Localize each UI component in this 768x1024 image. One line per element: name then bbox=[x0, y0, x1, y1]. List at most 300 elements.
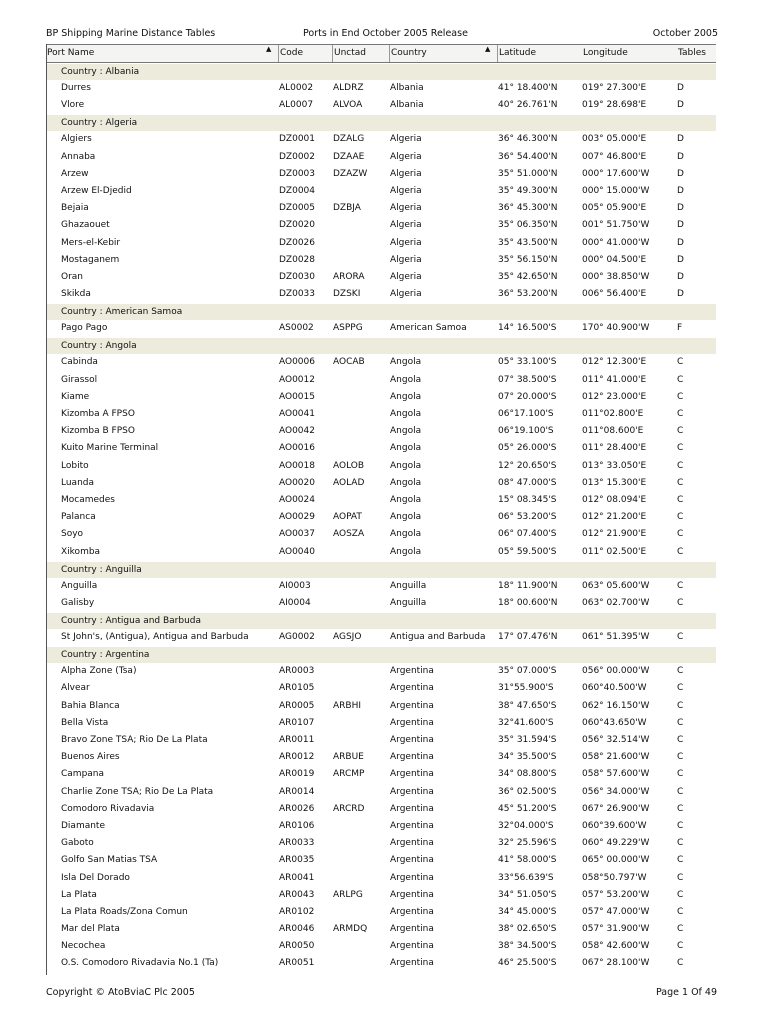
tables-cell: C bbox=[677, 820, 684, 831]
code-cell: AR0035 bbox=[279, 855, 315, 866]
report-title: BP Shipping Marine Distance Tables bbox=[46, 28, 216, 39]
tables-cell: D bbox=[677, 203, 684, 214]
country-cell: Argentina bbox=[390, 820, 434, 831]
col-latitude[interactable]: Latitude bbox=[497, 45, 536, 62]
port-name-cell: Oran bbox=[61, 271, 84, 282]
latitude-cell: 35° 06.350'N bbox=[498, 220, 558, 231]
country-cell: Argentina bbox=[390, 700, 434, 711]
latitude-cell: 06° 53.200'S bbox=[498, 512, 557, 523]
latitude-cell: 36° 45.300'N bbox=[498, 203, 558, 214]
latitude-cell: 31°55.900'S bbox=[498, 683, 554, 694]
longitude-cell: 012° 21.200'E bbox=[582, 512, 647, 523]
country-cell: Argentina bbox=[390, 769, 434, 780]
tables-cell: C bbox=[677, 494, 684, 505]
latitude-cell: 05° 33.100'S bbox=[498, 357, 557, 368]
country-cell: Anguilla bbox=[390, 597, 427, 608]
port-name-cell: St John's, (Antigua), Antigua and Barbuda bbox=[61, 632, 249, 643]
port-name-cell: Kizomba B FPSO bbox=[61, 426, 135, 437]
table-row[interactable] bbox=[47, 269, 716, 286]
latitude-cell: 40° 26.761'N bbox=[498, 100, 558, 111]
unctad-cell: ARBHI bbox=[333, 700, 362, 711]
unctad-cell: AOLOB bbox=[333, 460, 365, 471]
latitude-cell: 07° 38.500'S bbox=[498, 374, 557, 385]
country-cell: Argentina bbox=[390, 941, 434, 952]
longitude-cell: 067° 26.900'W bbox=[582, 803, 650, 814]
code-cell: AR0011 bbox=[279, 735, 315, 745]
latitude-cell: 06°19.100'S bbox=[498, 426, 554, 437]
table-row[interactable] bbox=[47, 887, 716, 904]
unctad-cell: DZAZW bbox=[333, 168, 368, 179]
port-name-cell: Durres bbox=[61, 83, 91, 93]
latitude-cell: 45° 51.200'S bbox=[498, 803, 557, 814]
latitude-cell: 38° 02.650'S bbox=[498, 924, 557, 935]
code-cell: DZ0028 bbox=[279, 254, 315, 265]
country-cell: Albania bbox=[390, 100, 424, 111]
latitude-cell: 46° 25.500'S bbox=[498, 958, 557, 969]
unctad-cell: AOLAD bbox=[333, 477, 365, 488]
country-cell: Algeria bbox=[390, 203, 422, 214]
port-name-cell: La Plata Roads/Zona Comun bbox=[61, 906, 188, 917]
code-cell: AR0107 bbox=[279, 717, 315, 728]
tables-cell: C bbox=[677, 941, 684, 952]
latitude-cell: 41° 58.000'S bbox=[498, 855, 557, 866]
code-cell: AR0033 bbox=[279, 838, 315, 849]
port-name-cell: Bella Vista bbox=[61, 717, 109, 728]
tables-cell: D bbox=[677, 271, 684, 282]
longitude-cell: 063° 02.700'W bbox=[582, 597, 650, 608]
latitude-cell: 35° 07.000'S bbox=[498, 666, 557, 677]
code-cell: DZ0033 bbox=[279, 289, 315, 300]
latitude-cell: 36° 02.500'S bbox=[498, 786, 557, 797]
table-row[interactable] bbox=[47, 217, 716, 234]
port-name-cell: Luanda bbox=[61, 477, 95, 488]
code-cell: AR0019 bbox=[279, 769, 315, 780]
col-unctad[interactable]: Unctad bbox=[332, 45, 366, 62]
country-cell: Angola bbox=[390, 512, 422, 523]
code-cell: AR0043 bbox=[279, 889, 315, 900]
longitude-cell: 000° 04.500'E bbox=[582, 254, 647, 265]
table-row[interactable] bbox=[47, 526, 716, 543]
country-cell: Argentina bbox=[390, 717, 434, 728]
port-name-cell: Kuito Marine Terminal bbox=[61, 443, 159, 454]
code-cell: AR0012 bbox=[279, 752, 315, 763]
table-row[interactable] bbox=[47, 200, 716, 217]
longitude-cell: 058° 57.600'W bbox=[582, 769, 650, 780]
latitude-cell: 35° 42.650'N bbox=[498, 271, 558, 282]
unctad-cell: DZAAE bbox=[333, 151, 365, 162]
tables-cell: C bbox=[677, 546, 684, 557]
table-row[interactable] bbox=[47, 629, 716, 646]
table-row[interactable] bbox=[47, 97, 716, 114]
code-cell: AR0026 bbox=[279, 803, 315, 814]
longitude-cell: 019° 28.698'E bbox=[582, 100, 647, 111]
port-name-cell: Diamante bbox=[61, 820, 105, 831]
tables-cell: C bbox=[677, 529, 684, 540]
longitude-cell: 057° 31.900'W bbox=[582, 924, 650, 935]
latitude-cell: 05° 26.000'S bbox=[498, 443, 557, 454]
tables-cell: D bbox=[677, 237, 684, 248]
longitude-cell: 011°08.600'E bbox=[582, 426, 644, 437]
country-cell: Angola bbox=[390, 409, 422, 419]
column-header-bar bbox=[46, 44, 716, 63]
unctad-cell: ARBUE bbox=[333, 752, 364, 763]
code-cell: AO0029 bbox=[279, 512, 315, 523]
code-cell: DZ0004 bbox=[279, 185, 315, 196]
unctad-cell: DZALG bbox=[333, 134, 365, 145]
code-cell: DZ0003 bbox=[279, 168, 315, 179]
code-cell: AO0024 bbox=[279, 494, 315, 505]
country-cell: Argentina bbox=[390, 666, 434, 677]
unctad-cell: AOSZA bbox=[333, 529, 365, 540]
col-tables[interactable]: Tables bbox=[678, 48, 706, 58]
longitude-cell: 060° 49.229'W bbox=[582, 838, 650, 849]
longitude-cell: 011° 41.000'E bbox=[582, 374, 647, 385]
unctad-cell: ARLPG bbox=[333, 889, 363, 900]
country-group-header: Country : Albania bbox=[47, 64, 716, 80]
code-cell: AO0018 bbox=[279, 460, 315, 471]
country-cell: Argentina bbox=[390, 958, 434, 969]
tables-cell: C bbox=[677, 803, 684, 814]
code-cell: AO0012 bbox=[279, 374, 315, 385]
table-row[interactable] bbox=[47, 544, 716, 561]
longitude-cell: 058° 21.600'W bbox=[582, 752, 650, 763]
table-row[interactable] bbox=[47, 80, 716, 97]
table-row[interactable] bbox=[47, 286, 716, 303]
code-cell: AL0002 bbox=[279, 83, 314, 93]
table-row[interactable] bbox=[47, 801, 716, 818]
country-cell: Anguilla bbox=[390, 580, 427, 591]
port-name-cell: Mar del Plata bbox=[61, 924, 120, 935]
unctad-cell: DZSKI bbox=[333, 289, 361, 300]
port-name-cell: Golfo San Matias TSA bbox=[61, 855, 158, 866]
latitude-cell: 38° 34.500'S bbox=[498, 941, 557, 952]
code-cell: AG0002 bbox=[279, 632, 315, 643]
latitude-cell: 34° 51.050'S bbox=[498, 889, 557, 900]
port-name-cell: Arzew bbox=[61, 168, 89, 179]
port-name-cell: Xikomba bbox=[61, 546, 101, 557]
unctad-cell: ARCRD bbox=[333, 803, 365, 814]
tables-cell: D bbox=[677, 220, 684, 231]
port-name-cell: Mocamedes bbox=[61, 494, 115, 505]
table-row[interactable] bbox=[47, 389, 716, 406]
tables-cell: C bbox=[677, 700, 684, 711]
table-row[interactable] bbox=[47, 131, 716, 148]
table-row[interactable] bbox=[47, 252, 716, 269]
code-cell: AR0014 bbox=[279, 786, 315, 797]
code-cell: DZ0001 bbox=[279, 134, 315, 145]
code-cell: AO0020 bbox=[279, 477, 315, 488]
code-cell: AO0042 bbox=[279, 426, 315, 437]
country-cell: Algeria bbox=[390, 254, 422, 265]
tables-cell: C bbox=[677, 889, 684, 900]
country-cell: Argentina bbox=[390, 906, 434, 917]
tables-cell: C bbox=[677, 752, 684, 763]
latitude-cell: 05° 59.500'S bbox=[498, 546, 557, 557]
table-row[interactable] bbox=[47, 458, 716, 475]
port-name-cell: Pago Pago bbox=[61, 323, 108, 334]
latitude-cell: 08° 47.000'S bbox=[498, 477, 557, 488]
latitude-cell: 35° 49.300'N bbox=[498, 185, 558, 196]
latitude-cell: 06° 07.400'S bbox=[498, 529, 557, 540]
table-row[interactable] bbox=[47, 835, 716, 852]
table-row[interactable] bbox=[47, 749, 716, 766]
longitude-cell: 060°39.600'W bbox=[582, 820, 647, 831]
country-cell: Algeria bbox=[390, 237, 422, 248]
code-cell: AO0040 bbox=[279, 546, 315, 557]
tables-cell: C bbox=[677, 666, 684, 677]
tables-cell: D bbox=[677, 83, 684, 93]
port-name-cell: Buenos Aires bbox=[61, 752, 120, 763]
tables-cell: C bbox=[677, 958, 684, 969]
port-name-cell: Girassol bbox=[61, 374, 98, 385]
tables-cell: D bbox=[677, 168, 684, 179]
table-row[interactable] bbox=[47, 870, 716, 887]
code-cell: AO0015 bbox=[279, 391, 315, 402]
col-port-name[interactable]: Port Name bbox=[47, 48, 95, 58]
table-row[interactable] bbox=[47, 818, 716, 835]
port-name-cell: Lobito bbox=[61, 460, 89, 471]
port-name-cell: Arzew El-Djedid bbox=[61, 185, 132, 196]
longitude-cell: 057° 53.200'W bbox=[582, 889, 650, 900]
longitude-cell: 063° 05.600'W bbox=[582, 580, 650, 591]
longitude-cell: 060°43.650'W bbox=[582, 717, 647, 728]
sort-asc-icon[interactable]: ▲ bbox=[485, 45, 491, 53]
country-cell: Angola bbox=[390, 443, 422, 454]
country-cell: Angola bbox=[390, 391, 422, 402]
tables-cell: C bbox=[677, 357, 684, 368]
longitude-cell: 170° 40.900'W bbox=[582, 323, 650, 334]
ports-table-body bbox=[47, 63, 716, 973]
tables-cell: D bbox=[677, 289, 684, 300]
country-cell: Angola bbox=[390, 460, 422, 471]
country-group-header: Country : Argentina bbox=[47, 647, 716, 663]
page-number: Page 1 Of 49 bbox=[655, 987, 717, 998]
table-row[interactable] bbox=[47, 354, 716, 371]
table-row[interactable] bbox=[47, 955, 716, 972]
latitude-cell: 14° 16.500'S bbox=[498, 323, 557, 334]
longitude-cell: 011°02.800'E bbox=[582, 409, 644, 419]
country-cell: Angola bbox=[390, 426, 422, 437]
longitude-cell: 012° 12.300'E bbox=[582, 357, 647, 368]
table-row[interactable] bbox=[47, 938, 716, 955]
code-cell: AO0016 bbox=[279, 443, 315, 454]
table-row[interactable] bbox=[47, 680, 716, 697]
latitude-cell: 35° 56.150'N bbox=[498, 254, 558, 265]
code-cell: AR0041 bbox=[279, 872, 315, 883]
code-cell: AI0003 bbox=[279, 580, 311, 591]
country-group-header: Country : American Samoa bbox=[47, 304, 716, 320]
report-date: October 2005 bbox=[652, 28, 718, 39]
tables-cell: C bbox=[677, 786, 684, 797]
longitude-cell: 001° 51.750'W bbox=[582, 220, 650, 231]
tables-cell: C bbox=[677, 512, 684, 523]
country-cell: Argentina bbox=[390, 786, 434, 797]
longitude-cell: 000° 17.600'W bbox=[582, 168, 650, 179]
col-code[interactable]: Code bbox=[278, 45, 303, 62]
longitude-cell: 058°50.797'W bbox=[582, 872, 647, 883]
port-name-cell: La Plata bbox=[61, 889, 97, 900]
code-cell: AR0005 bbox=[279, 700, 315, 711]
table-row[interactable] bbox=[47, 732, 716, 749]
tables-cell: D bbox=[677, 151, 684, 162]
table-row[interactable] bbox=[47, 766, 716, 783]
country-cell: Argentina bbox=[390, 752, 434, 763]
country-cell: Argentina bbox=[390, 855, 434, 866]
latitude-cell: 35° 43.500'N bbox=[498, 237, 558, 248]
latitude-cell: 34° 35.500'S bbox=[498, 752, 557, 763]
tables-cell: D bbox=[677, 134, 684, 145]
port-name-cell: Necochea bbox=[61, 941, 106, 952]
table-row[interactable] bbox=[47, 852, 716, 869]
port-name-cell: Mers-el-Kebir bbox=[61, 237, 121, 248]
port-name-cell: Skikda bbox=[61, 289, 91, 300]
country-cell: Antigua and Barbuda bbox=[390, 632, 486, 643]
tables-cell: C bbox=[677, 460, 684, 471]
country-cell: Argentina bbox=[390, 683, 434, 694]
tables-cell: C bbox=[677, 374, 684, 385]
longitude-cell: 056° 32.514'W bbox=[582, 735, 650, 745]
code-cell: DZ0030 bbox=[279, 271, 315, 282]
country-cell: Algeria bbox=[390, 185, 422, 196]
unctad-cell: ARMDQ bbox=[333, 924, 368, 935]
country-group-header: Country : Anguilla bbox=[47, 562, 716, 578]
latitude-cell: 35° 31.594'S bbox=[498, 735, 557, 745]
table-row[interactable] bbox=[47, 698, 716, 715]
latitude-cell: 36° 46.300'N bbox=[498, 134, 558, 145]
tables-cell: C bbox=[677, 924, 684, 935]
port-name-cell: Bahia Blanca bbox=[61, 700, 120, 711]
table-row[interactable] bbox=[47, 578, 716, 595]
tables-cell: C bbox=[677, 391, 684, 402]
tables-cell: D bbox=[677, 100, 684, 111]
code-cell: AR0051 bbox=[279, 958, 315, 969]
code-cell: AO0037 bbox=[279, 529, 315, 540]
longitude-cell: 012° 08.094'E bbox=[582, 494, 647, 505]
country-cell: Argentina bbox=[390, 924, 434, 935]
code-cell: DZ0020 bbox=[279, 220, 315, 231]
table-row[interactable] bbox=[47, 904, 716, 921]
port-name-cell: Campana bbox=[61, 769, 105, 780]
tables-cell: C bbox=[677, 597, 684, 608]
tables-cell: C bbox=[677, 409, 684, 419]
port-name-cell: Galisby bbox=[61, 597, 95, 608]
country-cell: Algeria bbox=[390, 151, 422, 162]
tables-cell: C bbox=[677, 855, 684, 866]
unctad-cell: ALDRZ bbox=[333, 83, 364, 93]
table-row[interactable] bbox=[47, 320, 716, 337]
port-name-cell: Soyo bbox=[61, 529, 84, 540]
country-cell: Angola bbox=[390, 374, 422, 385]
country-cell: Argentina bbox=[390, 803, 434, 814]
port-name-cell: Palanca bbox=[61, 512, 96, 523]
port-name-cell: Gaboto bbox=[61, 838, 94, 849]
country-cell: Algeria bbox=[390, 220, 422, 231]
sort-asc-icon[interactable]: ▲ bbox=[266, 45, 272, 53]
port-name-cell: O.S. Comodoro Rivadavia No.1 (Ta) bbox=[61, 958, 219, 969]
longitude-cell: 056° 00.000'W bbox=[582, 666, 650, 677]
unctad-cell: ARCMP bbox=[333, 769, 365, 780]
col-longitude[interactable]: Longitude bbox=[583, 48, 628, 58]
table-row[interactable] bbox=[47, 183, 716, 200]
unctad-cell: AOCAB bbox=[333, 357, 365, 368]
tables-cell: C bbox=[677, 426, 684, 437]
port-name-cell: Cabinda bbox=[61, 357, 98, 368]
unctad-cell: AGSJO bbox=[333, 632, 362, 643]
table-row[interactable] bbox=[47, 595, 716, 612]
tables-cell: C bbox=[677, 872, 684, 883]
table-row[interactable] bbox=[47, 166, 716, 183]
country-cell: Algeria bbox=[390, 271, 422, 282]
code-cell: AI0004 bbox=[279, 597, 311, 608]
port-name-cell: Bejaia bbox=[61, 203, 89, 214]
latitude-cell: 07° 20.000'S bbox=[498, 391, 557, 402]
table-row[interactable] bbox=[47, 372, 716, 389]
tables-cell: C bbox=[677, 906, 684, 917]
table-row[interactable] bbox=[47, 406, 716, 423]
latitude-cell: 36° 53.200'N bbox=[498, 289, 558, 300]
latitude-cell: 35° 51.000'N bbox=[498, 168, 558, 179]
country-cell: Angola bbox=[390, 494, 422, 505]
tables-cell: C bbox=[677, 735, 684, 745]
latitude-cell: 38° 47.650'S bbox=[498, 700, 557, 711]
tables-cell: C bbox=[677, 769, 684, 780]
longitude-cell: 056° 34.000'W bbox=[582, 786, 650, 797]
table-row[interactable] bbox=[47, 663, 716, 680]
unctad-cell: DZBJA bbox=[333, 203, 361, 214]
copyright-notice: Copyright © AtoBviaC Plc 2005 bbox=[46, 987, 195, 998]
code-cell: AR0106 bbox=[279, 820, 315, 831]
table-row[interactable] bbox=[47, 475, 716, 492]
table-row[interactable] bbox=[47, 715, 716, 732]
table-row[interactable] bbox=[47, 423, 716, 440]
table-row[interactable] bbox=[47, 921, 716, 938]
country-cell: Argentina bbox=[390, 735, 434, 745]
port-name-cell: Charlie Zone TSA; Rio De La Plata bbox=[61, 786, 214, 797]
table-row[interactable] bbox=[47, 509, 716, 526]
port-name-cell: Ghazaouet bbox=[61, 220, 110, 231]
unctad-cell: ASPPG bbox=[333, 323, 363, 334]
country-cell: Angola bbox=[390, 357, 422, 368]
latitude-cell: 06°17.100'S bbox=[498, 409, 554, 419]
latitude-cell: 18° 11.900'N bbox=[498, 580, 558, 591]
table-row[interactable] bbox=[47, 440, 716, 457]
code-cell: AR0102 bbox=[279, 906, 315, 917]
code-cell: AR0003 bbox=[279, 666, 315, 677]
code-cell: AR0050 bbox=[279, 941, 315, 952]
longitude-cell: 060°40.500'W bbox=[582, 683, 647, 694]
table-row[interactable] bbox=[47, 784, 716, 801]
code-cell: AO0041 bbox=[279, 409, 315, 419]
country-cell: Angola bbox=[390, 546, 422, 557]
country-cell: Argentina bbox=[390, 889, 434, 900]
longitude-cell: 062° 16.150'W bbox=[582, 700, 650, 711]
table-row[interactable] bbox=[47, 149, 716, 166]
longitude-cell: 013° 33.050'E bbox=[582, 460, 647, 471]
country-cell: Algeria bbox=[390, 168, 422, 179]
table-row[interactable] bbox=[47, 492, 716, 509]
unctad-cell: AOPAT bbox=[333, 512, 362, 523]
port-name-cell: Vlore bbox=[61, 100, 85, 111]
latitude-cell: 41° 18.400'N bbox=[498, 83, 558, 93]
unctad-cell: ALVOA bbox=[333, 100, 363, 111]
code-cell: DZ0026 bbox=[279, 237, 315, 248]
country-cell: American Samoa bbox=[390, 323, 467, 334]
country-group-header: Country : Antigua and Barbuda bbox=[47, 613, 716, 629]
col-country[interactable]: Country bbox=[389, 45, 427, 62]
tables-cell: C bbox=[677, 580, 684, 591]
table-row[interactable] bbox=[47, 235, 716, 252]
tables-cell: C bbox=[677, 683, 684, 694]
